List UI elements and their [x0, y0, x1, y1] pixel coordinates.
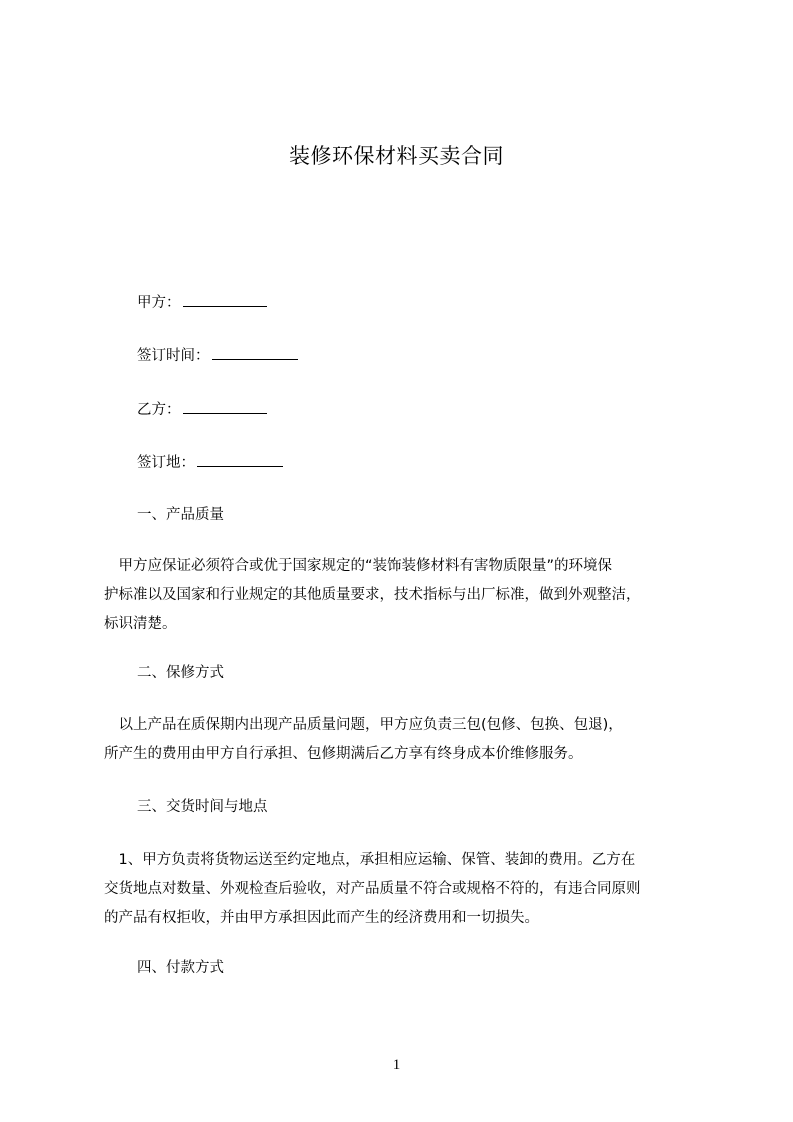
section-heading: 一、产品质量: [137, 507, 224, 523]
paragraph-line: 以上产品在质保期内出现产品质量问题，甲方应负责三包(包修、包换、包退)，: [104, 717, 623, 733]
paragraph-line: 甲方应保证必须符合或优于国家规定的“装饰装修材料有害物质限量”的环境保: [104, 558, 613, 574]
party-a-label: 甲方：: [137, 295, 181, 311]
signing-place-blank: [197, 452, 283, 467]
paragraph-line: 所产生的费用由甲方自行承担、包修期满后乙方享有终身成本价维修服务。: [104, 746, 583, 762]
paragraph-line: 1、甲方负责将货物运送至约定地点，承担相应运输、保管、装卸的费用。乙方在: [104, 852, 636, 868]
section-heading: 三、交货时间与地点: [137, 799, 268, 815]
signing-time-label: 签订时间：: [137, 348, 210, 364]
paragraph-line: 的产品有权拒收，并由甲方承担因此而产生的经济费用和一切损失。: [104, 910, 539, 926]
party-b-label: 乙方：: [137, 402, 181, 418]
signing-time-blank: [212, 345, 298, 360]
signing-place-label: 签订地：: [137, 455, 195, 471]
party-b-field: [137, 399, 267, 420]
document-title: 装修环保材料买卖合同: [289, 144, 504, 168]
paragraph-line: 交货地点对数量、外观检查后验收，对产品质量不符合或规格不符的，有违合同原则: [104, 881, 641, 897]
paragraph-line: 护标准以及国家和行业规定的其他质量要求，技术指标与出厂标准，做到外观整洁，: [104, 587, 641, 603]
section-paragraph: [104, 711, 714, 769]
section-heading: 二、保修方式: [137, 665, 224, 681]
section-paragraph: [104, 846, 714, 933]
section-heading: 四、付款方式: [137, 960, 224, 976]
party-b-blank: [183, 399, 267, 414]
party-a-blank: [183, 292, 267, 307]
party-a-field: [137, 292, 267, 313]
signing-place-field: [137, 452, 283, 473]
signing-time-field: [137, 345, 298, 366]
page-number: 1: [392, 1057, 401, 1073]
section-paragraph: [104, 552, 714, 639]
paragraph-line: 标识清楚。: [104, 616, 177, 632]
